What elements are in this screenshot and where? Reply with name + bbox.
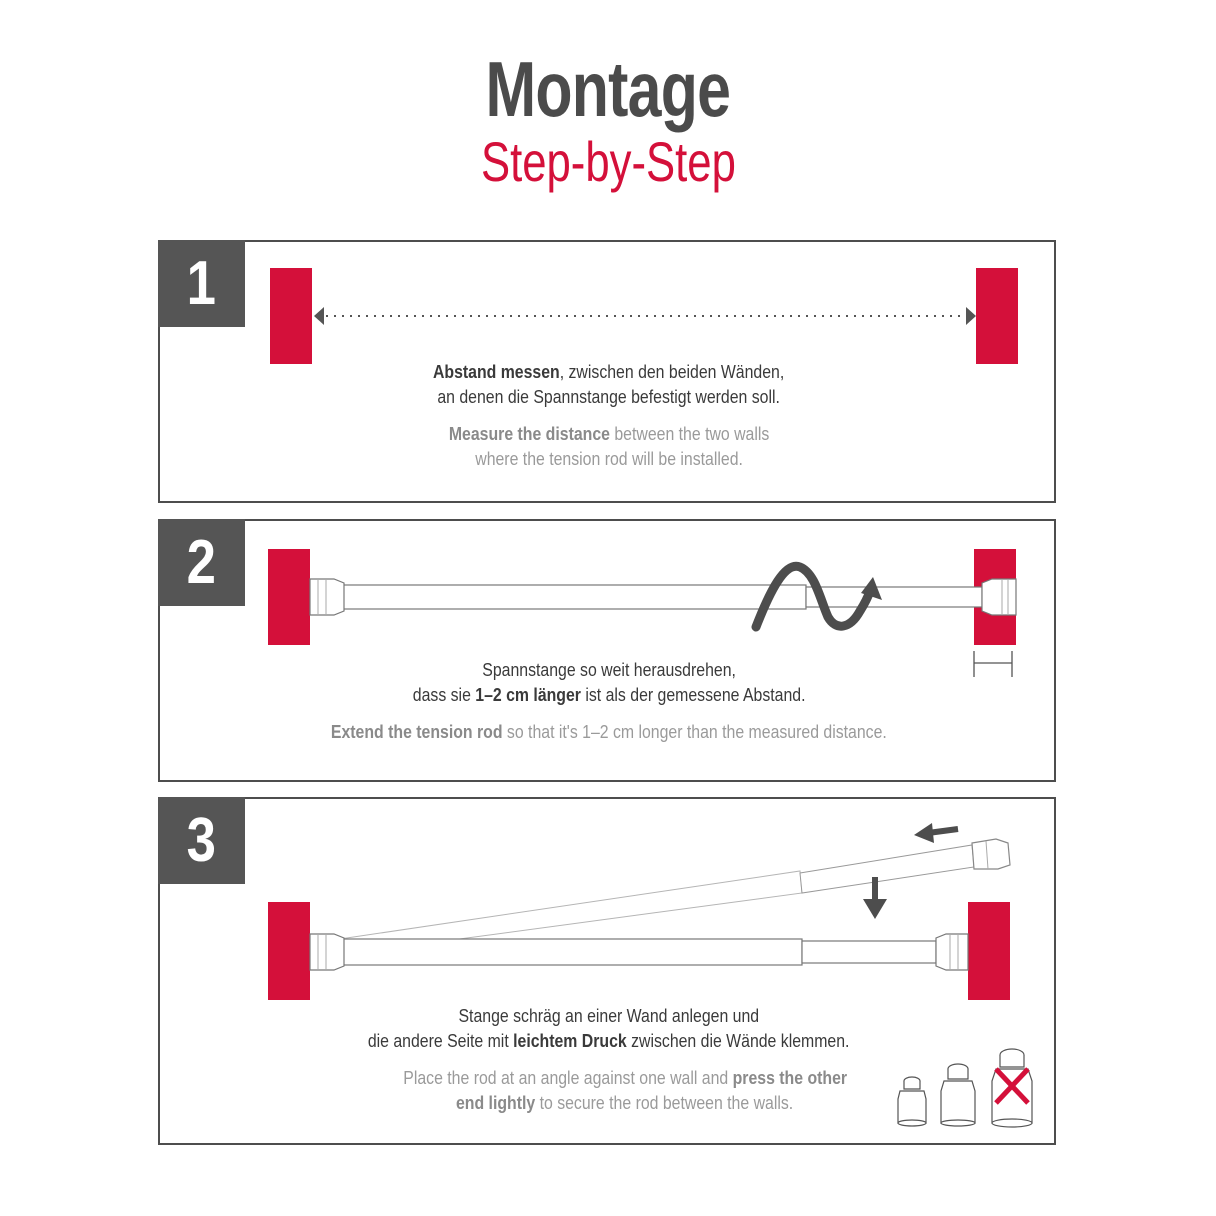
step-1-panel: [158, 240, 1056, 503]
header: [0, 45, 1216, 193]
left-arrow-icon: [914, 823, 958, 843]
page-title: Montage: [485, 45, 731, 133]
right-wall-icon: [976, 268, 1018, 364]
step-3-english-text: Place the rod at an angle against one wall and press the other end lightly to secure the rod between the walls.: [403, 1068, 847, 1113]
right-wall-icon: [968, 902, 1010, 1000]
step-3-panel: [158, 797, 1056, 1145]
heavy-weight-crossed-icon: [992, 1049, 1032, 1127]
step-1-english-text: Measure the distance between the two walls where the tension rod will be installed.: [448, 424, 770, 469]
angled-rod-icon: [340, 839, 1010, 955]
tension-rod-icon: [310, 579, 1016, 615]
step-1-number-badge: 1: [158, 240, 245, 327]
left-wall-icon: [268, 549, 310, 645]
step-1-german-text: Abstand messen, zwischen den beiden Wänden, an denen die Spannstange befestigt werden soll.: [433, 362, 785, 407]
left-wall-icon: [270, 268, 312, 364]
step-2-english-text: Extend the tension rod so that it's 1–2 cm longer than the measured distance.: [331, 722, 887, 742]
step-3-german-text: Stange schräg an einer Wand anlegen und die andere Seite mit leichtem Druck zwischen die Wände klemmen.: [368, 1006, 850, 1051]
step-2-panel: [158, 519, 1056, 782]
straight-rod-icon: [310, 934, 968, 970]
distance-arrow-icon: [314, 307, 976, 325]
step-2-german-text: Spannstange so weit herausdrehen, dass sie 1–2 cm länger ist als der gemessene Abstand.: [412, 660, 806, 705]
step-3-number-badge: 3: [158, 797, 245, 884]
step-2-number-badge: 2: [158, 519, 245, 606]
left-wall-icon: [268, 902, 310, 1000]
page-subtitle: Step-by-Step: [480, 130, 736, 193]
